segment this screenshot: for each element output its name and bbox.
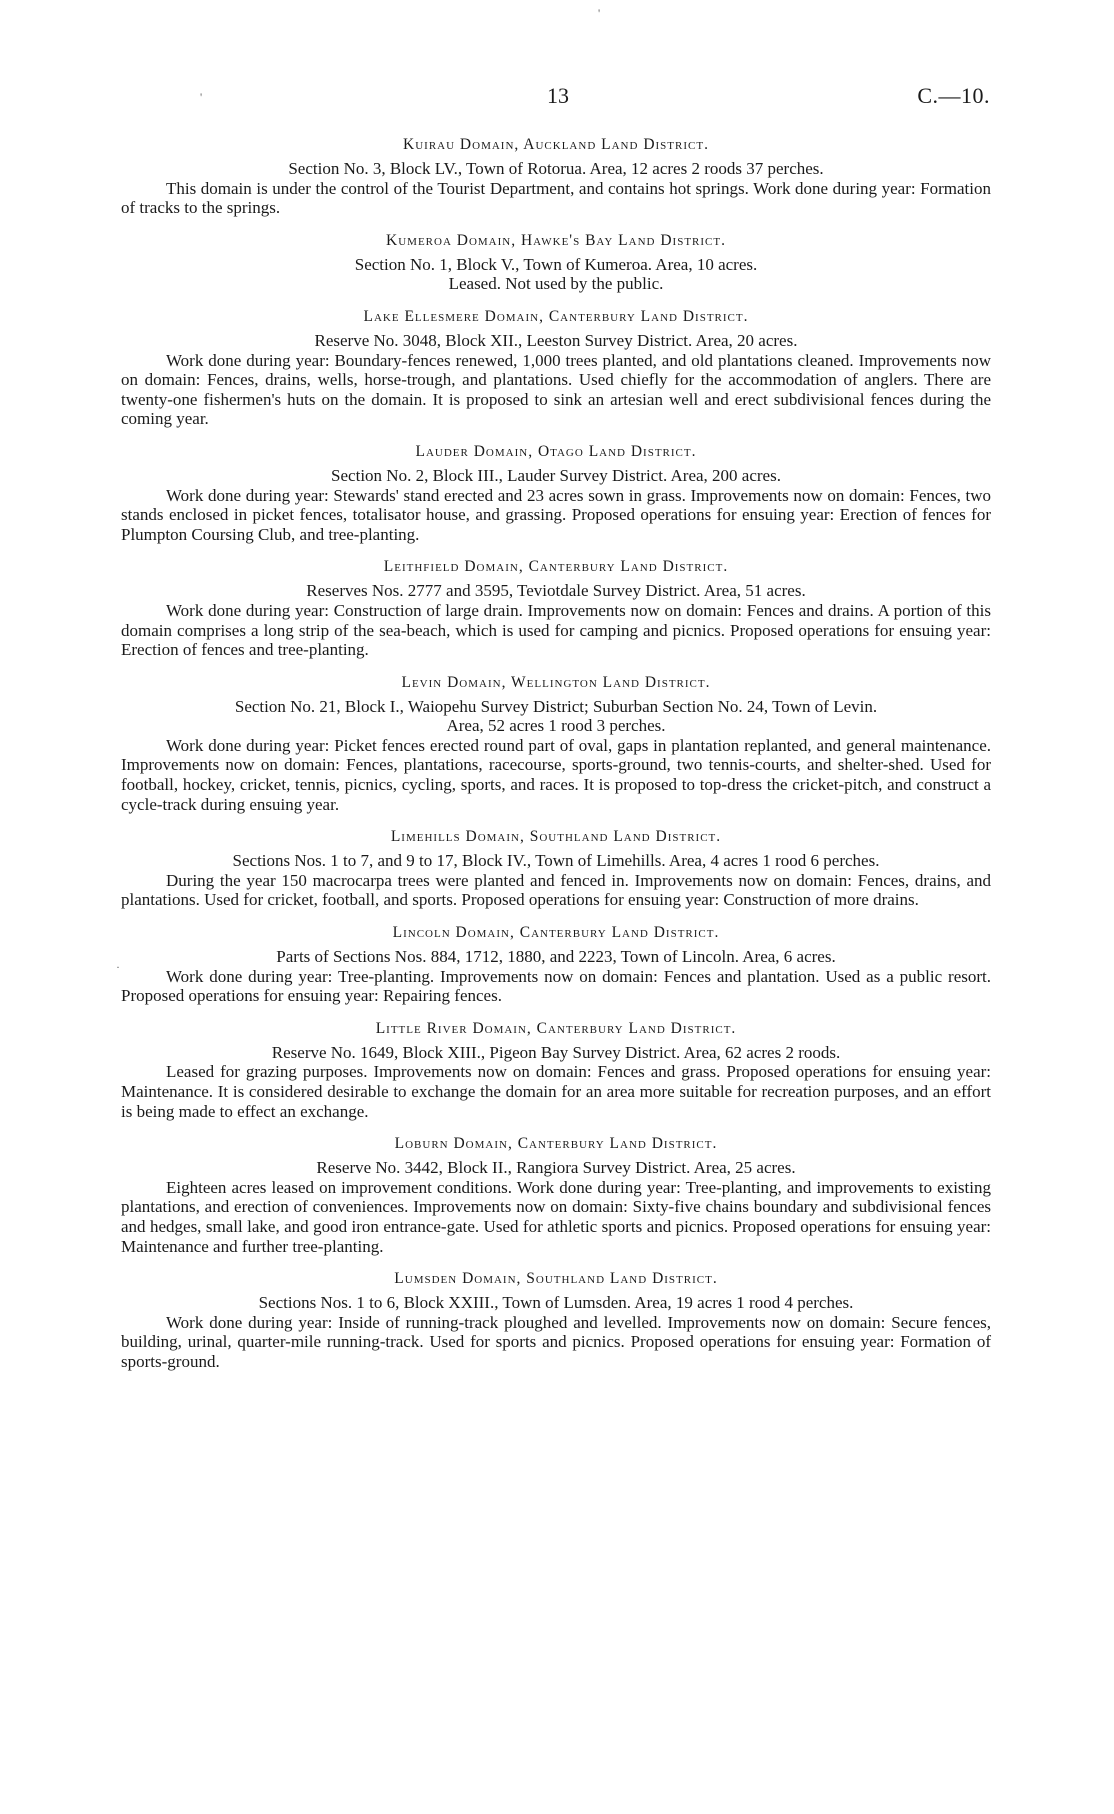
section-heading: Lake Ellesmere Domain, Canterbury Land District.	[363, 307, 749, 325]
section-detail-line: Reserve No. 3442, Block II., Rangiora Survey District. Area, 25 acres.	[316, 1158, 796, 1178]
section-heading: Lincoln Domain, Canterbury Land District.	[392, 924, 720, 942]
section-heading: Little River Domain, Canterbury Land District.	[375, 1019, 737, 1037]
domain-section	[121, 308, 991, 429]
domain-section	[121, 1270, 991, 1371]
section-detail-line: Sections Nos. 1 to 6, Block XXIII., Town of Lumsden. Area, 19 acres 1 rood 4 perches.	[258, 1293, 854, 1313]
domain-section	[121, 136, 991, 218]
domain-section	[121, 674, 991, 815]
section-detail-line: Leased. Not used by the public.	[448, 274, 664, 294]
page-header	[0, 83, 1114, 112]
section-detail-line: Section No. 1, Block V., Town of Kumeroa. Area, 10 acres.	[354, 254, 758, 274]
scan-mark: '	[598, 6, 601, 20]
section-paragraph: Eighteen acres leased on improvement conditions. Work done during year: Tree-planting, and improvements to existing plantations, and erection of conveniences. Improvements now on domain: Sixty-five chains boundary and subdivisional fences and hedges, small lake, and good iron entrance-gate. Used for athletic sports and picnics. Proposed operations for ensuing year: Maintenance and further tree-planting.	[121, 1177, 991, 1256]
page-number: 13	[547, 83, 569, 108]
section-paragraph: Work done during year: Stewards' stand erected and 23 acres sown in grass. Improvements now on domain: Fences, two stands enclosed in picket fences, totalisator house, and grassing. Proposed operations for ensuing year: Erection of fences for Plumpton Coursing Club, and tree-planting.	[121, 485, 991, 544]
section-heading: Lumsden Domain, Southland Land District.	[394, 1270, 718, 1288]
section-detail-line: Reserve No. 3048, Block XII., Leeston Survey District. Area, 20 acres.	[314, 330, 798, 350]
section-detail-line: Sections Nos. 1 to 7, and 9 to 17, Block IV., Town of Limehills. Area, 4 acres 1 rood 6 perches.	[232, 851, 880, 871]
domain-section	[121, 443, 991, 544]
section-detail-line: Section No. 2, Block III., Lauder Survey District. Area, 200 acres.	[331, 465, 781, 485]
section-detail-line: Parts of Sections Nos. 884, 1712, 1880, and 2223, Town of Lincoln. Area, 6 acres.	[276, 947, 836, 967]
section-paragraph: Work done during year: Boundary-fences renewed, 1,000 trees planted, and old plantations cleaned. Improvements now on domain: Fences, drains, wells, horse-trough, and plantations. Used chiefly for the accommodation of anglers. There are twenty-one fishermen's huts on the domain. It is proposed to sink an artesian well and erect subdivisional fences during the coming year.	[121, 350, 991, 429]
section-detail-line: Section No. 3, Block LV., Town of Rotorua. Area, 12 acres 2 roods 37 perches.	[288, 159, 824, 178]
section-detail-line: Reserves Nos. 2777 and 3595, Teviotdale Survey District. Area, 51 acres.	[306, 581, 806, 601]
domain-section	[121, 828, 991, 910]
section-heading: Loburn Domain, Canterbury Land District.	[394, 1135, 718, 1153]
section-paragraph: Work done during year: Inside of running-track ploughed and levelled. Improvements now on domain: Secure fences, building, urinal, quarter-mile running-track. Used for sports and picnics. Proposed operations for ensuing year: Formation of sports-ground.	[121, 1312, 991, 1371]
section-detail-line: Area, 52 acres 1 rood 3 perches.	[446, 716, 666, 736]
section-paragraph: This domain is under the control of the Tourist Department, and contains hot springs. Work done during year: Formation of tracks to the springs.	[121, 178, 991, 218]
section-heading: Levin Domain, Wellington Land District.	[401, 673, 711, 691]
section-detail-line: Reserve No. 1649, Block XIII., Pigeon Bay Survey District. Area, 62 acres 2 roods.	[271, 1042, 841, 1062]
section-paragraph: Work done during year: Tree-planting. Improvements now on domain: Fences and plantation. Used as a public resort. Proposed operations for ensuing year: Repairing fences.	[121, 966, 991, 1006]
section-heading: Leithfield Domain, Canterbury Land District.	[383, 558, 729, 576]
section-paragraph: Leased for grazing purposes. Improvements now on domain: Fences and grass. Proposed operations for ensuing year: Maintenance. It is considered desirable to exchange the domain for an area more suitable for recreation purposes, and an effort is being made to effect an exchange.	[121, 1062, 991, 1121]
domain-section	[121, 924, 991, 1006]
section-detail-line: Section No. 21, Block I., Waiopehu Survey District; Suburban Section No. 24, Town of Levin.	[234, 696, 878, 716]
series-reference: C.—10.	[917, 83, 990, 108]
scan-mark: '	[200, 90, 203, 104]
domain-section	[121, 232, 991, 294]
section-heading: Kumeroa Domain, Hawke's Bay Land District.	[386, 231, 726, 249]
domain-section	[121, 558, 991, 659]
document-body	[121, 136, 991, 1386]
section-paragraph: Work done during year: Construction of large drain. Improvements now on domain: Fences and drains. A portion of this domain comprises a long strip of the sea-beach, which is used for camping and picnics. Proposed operations for ensuing year: Erection of fences and tree-planting.	[121, 600, 991, 660]
section-heading: Kuirau Domain, Auckland Land District.	[403, 136, 709, 153]
section-paragraph: Work done during year: Picket fences erected round part of oval, gaps in plantation replanted, and general maintenance. Improvements now on domain: Fences, plantations, racecourse, sports-ground, two tennis-courts, and shelter-shed. Used for football, hockey, cricket, tennis, picnics, cycling, sports, and races. It is proposed to top-dress the cricket-pitch, and construct a cycle-track during ensuing year.	[121, 735, 991, 814]
domain-section	[121, 1135, 991, 1256]
section-heading: Limehills Domain, Southland Land District.	[390, 828, 722, 846]
domain-section	[121, 1020, 991, 1121]
section-paragraph: During the year 150 macrocarpa trees were planted and fenced in. Improvements now on domain: Fences, drains, and plantations. Used for cricket, football, and sports. Proposed operations for ensuing year: Construction of more drains.	[121, 870, 991, 910]
section-heading: Lauder Domain, Otago Land District.	[415, 442, 697, 460]
scan-mark: ·	[116, 960, 120, 974]
